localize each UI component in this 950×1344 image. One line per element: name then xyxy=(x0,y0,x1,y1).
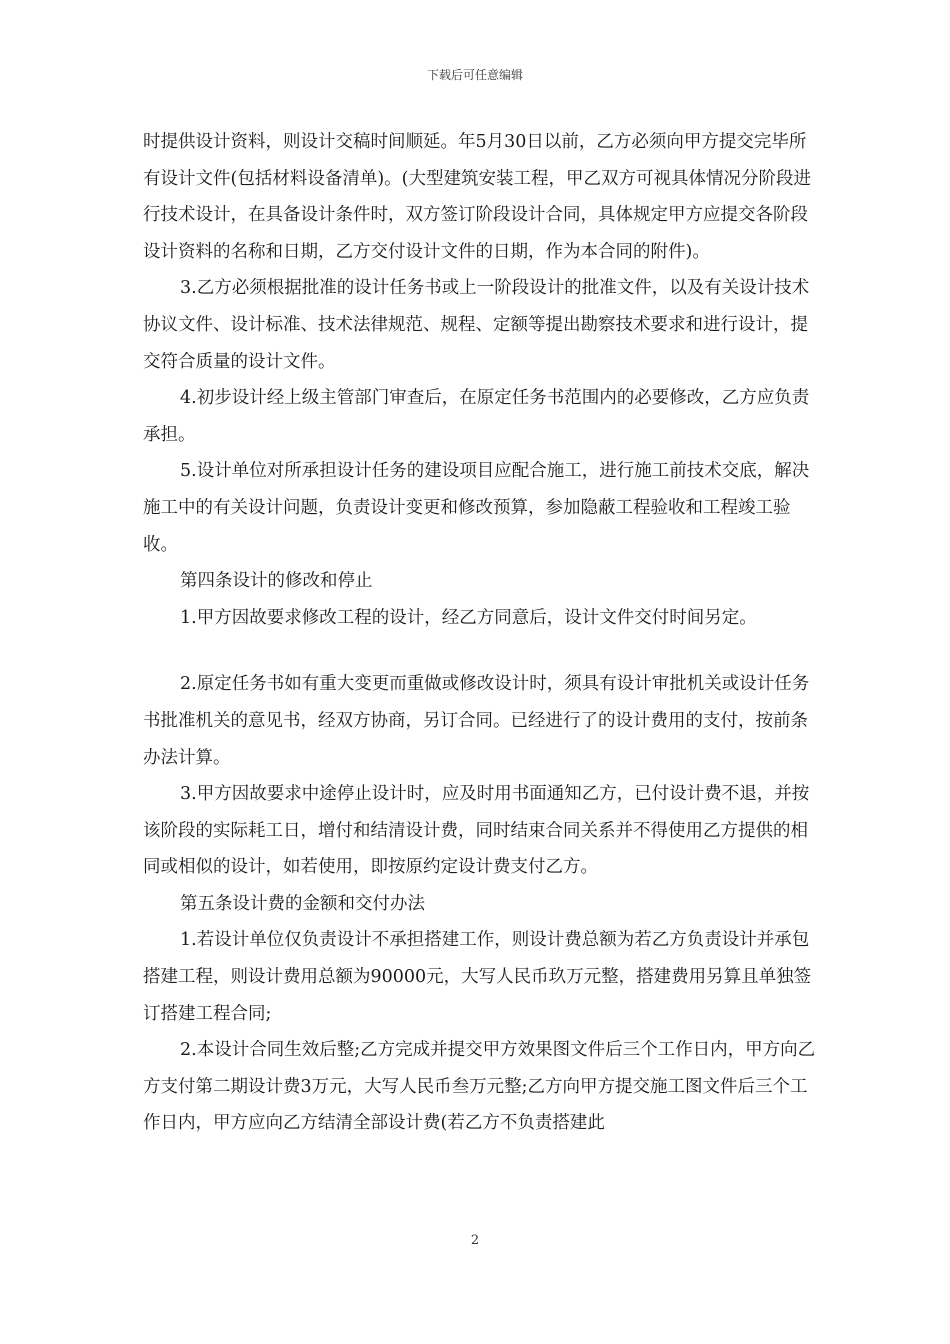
paragraph-item-4: 4.初步设计经上级主管部门审查后，在原定任务书范围内的必要修改，乙方应负责承担。 xyxy=(143,388,810,445)
document-body xyxy=(143,124,823,1142)
paragraph-item-5: 5.设计单位对所承担设计任务的建设项目应配合施工，进行施工前技术交底，解决施工中的有关设计问题，负责设计变更和修改预算，参加隐蔽工程验收和工程竣工验收。 xyxy=(143,461,810,555)
section-heading-article-4: 第四条设计的修改和停止 xyxy=(180,571,373,592)
paragraph-item-3: 3.乙方必须根据批准的设计任务书或上一阶段设计的批准文件，以及有关设计技术协议文件、设计标准、技术法律规范、规程、定额等提出勘察技术要求和进行设计，提交符合质量的设计文件。 xyxy=(143,278,810,372)
page-number: 2 xyxy=(470,1233,480,1248)
paragraph-a4-item-3: 3.甲方因故要求中途停止设计时，应及时用书面通知乙方，已付设计费不退，并按该阶段的实际耗工日，增付和结清设计费，同时结束合同关系并不得使用乙方提供的相同或相似的设计，如若使用，即按原约定设计费支付乙方。 xyxy=(143,784,810,878)
section-heading-article-5: 第五条设计费的金额和交付办法 xyxy=(180,893,425,914)
paragraph-a5-item-2: 2.本设计合同生效后整;乙方完成并提交甲方效果图文件后三个工作日内，甲方向乙方支付第二期设计费3万元，大写人民币叁万元整;乙方向甲方提交施工图文件后三个工作日内，甲方应向乙方结清全部设计费(若乙方不负责搭建此 xyxy=(143,1040,816,1134)
paragraph-gap xyxy=(143,636,823,666)
paragraph-continuation: 时提供设计资料，则设计交稿时间顺延。年5月30日以前，乙方必须向甲方提交完毕所有设计文件(包括材料设备清单)。(大型建筑安装工程，甲乙双方可视具体情况分阶段进行技术设计，在具备设计条件时，双方签订阶段设计合同，具体规定甲方应提交各阶段设计资料的名称和日期，乙方交付设计文件的日期，作为本合同的附件)。 xyxy=(143,132,811,262)
paragraph-a5-item-1: 1.若设计单位仅负责设计不承担搭建工作，则设计费总额为若乙方负责设计并承包搭建工程，则设计费用总额为90000元，大写人民币玖万元整，搭建费用另算且单独签订搭建工程合同; xyxy=(143,930,812,1024)
paragraph-a4-item-2: 2.原定任务书如有重大变更而重做或修改设计时，须具有设计审批机关或设计任务书批准机关的意见书，经双方协商，另订合同。已经进行了的设计费用的支付，按前条办法计算。 xyxy=(143,674,810,768)
paragraph-a4-item-1: 1.甲方因故要求修改工程的设计，经乙方同意后，设计文件交付时间另定。 xyxy=(180,607,757,628)
page-header: 下载后可任意编辑 xyxy=(426,68,523,82)
